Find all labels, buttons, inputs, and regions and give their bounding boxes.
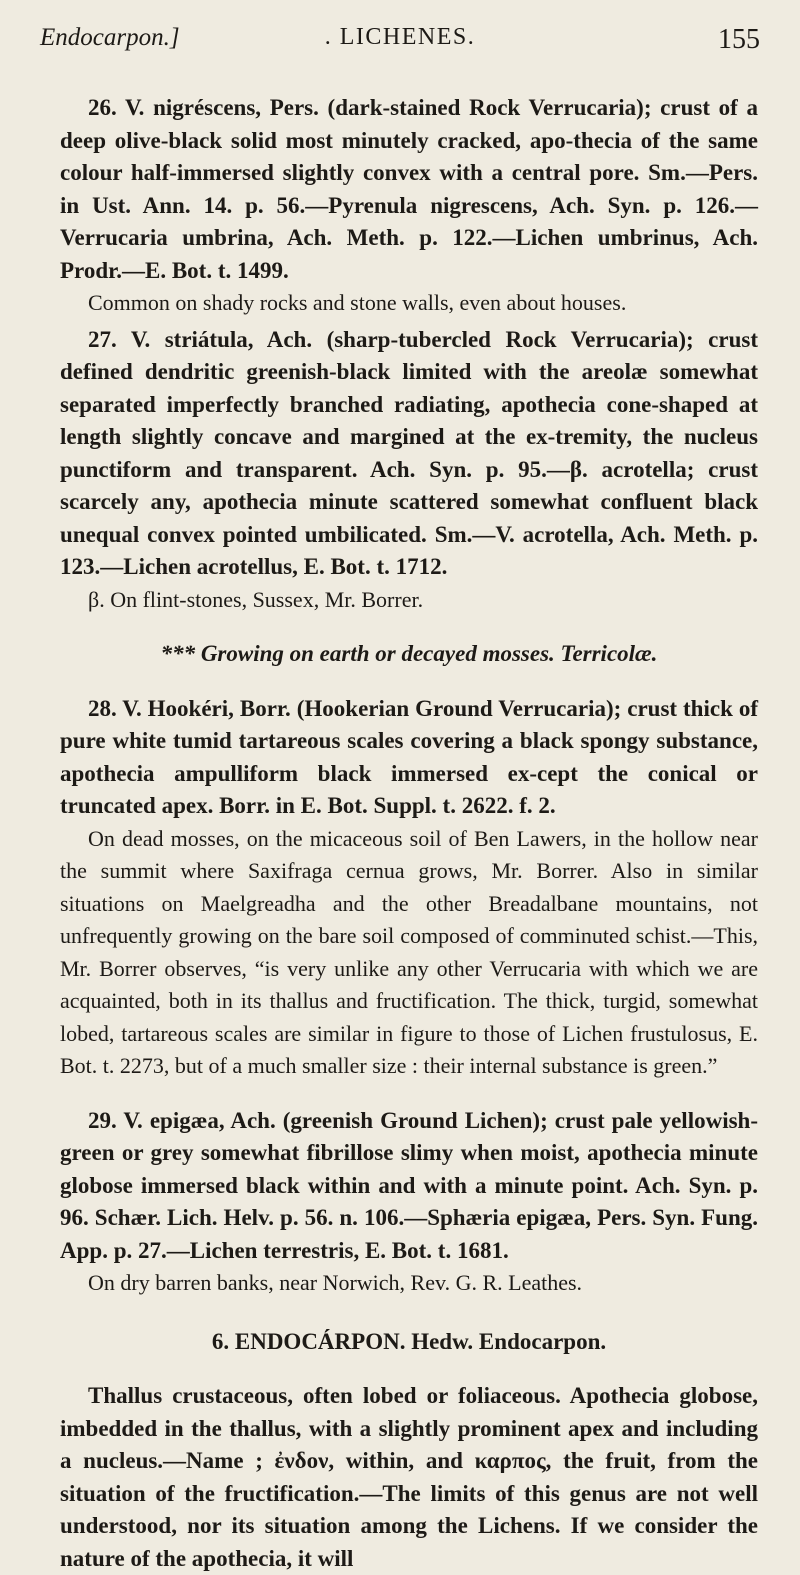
genus-heading: 6. ENDOCÁRPON. Hedw. Endocarpon. xyxy=(211,1328,607,1354)
entry-26-locality: Common on shady rocks and stone walls, even about houses. xyxy=(88,290,627,315)
section-heading: *** Growing on earth or decayed mosses. Terricolæ. xyxy=(160,641,658,666)
entry-29: 29. V. epigæa, Ach. (greenish Ground Lichen); crust pale yellowish-green or grey somewhat fibrillose slimy when moist, apothecia minute globose immersed black within and with a minute point. Ach. Syn. p. 96. Schær. Lich. Helv. p. 56. n. 106.—Sphæria epigæa, Pers. Syn. Fung. App. p. 27.—Lichen terrestris, E. Bot. t. 1681. xyxy=(60,1107,758,1263)
running-head-left: Endocarpon.] xyxy=(40,24,180,51)
entry-28: 28. V. Hookéri, Borr. (Hookerian Ground Verrucaria); crust thick of pure white tumid tartareous scales covering a black spongy substance, apothecia ampulliform black immersed ex-cept the conical or truncated apex. Borr. in E. Bot. Suppl. t. 2622. f. 2. xyxy=(60,695,758,818)
entry-26: 26. V. nigréscens, Pers. (dark-stained Rock Verrucaria); crust of a deep olive-black solid most minutely cracked, apo-thecia of the same colour half-immersed slightly convex with a central pore. Sm.—Pers. in Ust. Ann. 14. p. 56.—Pyrenula nigrescens, Ach. Syn. p. 126.—Verrucaria umbrina, Ach. Meth. p. 122.—Lichen umbrinus, Ach. Prodr.—E. Bot. t. 1499. xyxy=(60,95,758,283)
running-head xyxy=(40,24,760,68)
genus-description: Thallus crustaceous, often lobed or foliaceous. Apothecia globose, imbedded in the thallus, with a slightly prominent apex and including a nucleus.—Name ; ἐνδον, within, and καρπος, the fruit, from the situation of the fructification.—The limits of this genus are not well understood, nor its situation among the Lichens. If we consider the nature of the apothecia, it will xyxy=(60,1383,758,1571)
entry-27-locality: β. On flint-stones, Sussex, Mr. Borrer. xyxy=(88,586,424,612)
entry-29-locality: On dry barren banks, near Norwich, Rev. G. R. Leathes. xyxy=(88,1270,583,1295)
running-head-center: . LICHENES. xyxy=(324,24,476,50)
page-body xyxy=(60,92,758,1575)
page-number: 155 xyxy=(718,24,760,55)
entry-28-locality: On dead mosses, on the micaceous soil of Ben Lawers, in the hollow near the summit where Saxifraga cernua grows, Mr. Borrer. Also in similar situations on Maelgreadha and the other Breadalbane mountains, not unfrequently growing on the bare soil composed of comminuted schist.—This, Mr. Borrer observes, “is very unlike any other Verrucaria with which we are acquainted, both in its thallus and fructification. The thick, turgid, somewhat lobed, tartareous scales are similar in figure to those of Lichen frustulosus, E. Bot. t. 2273, but of a much smaller size : their internal substance is green.” xyxy=(60,825,758,1078)
entry-27: 27. V. striátula, Ach. (sharp-tubercled Rock Verrucaria); crust defined dendritic greenish-black limited with the areolæ somewhat separated imperfectly branched radiating, apothecia cone-shaped at length slightly concave and margined at the ex-tremity, the nucleus punctiform and transparent. Ach. Syn. p. 95.—β. acrotella; crust scarcely any, apothecia minute scattered somewhat confluent black unequal convex pointed umbilicated. Sm.—V. acrotella, Ach. Meth. p. 123.—Lichen acrotellus, E. Bot. t. 1712. xyxy=(60,326,758,579)
